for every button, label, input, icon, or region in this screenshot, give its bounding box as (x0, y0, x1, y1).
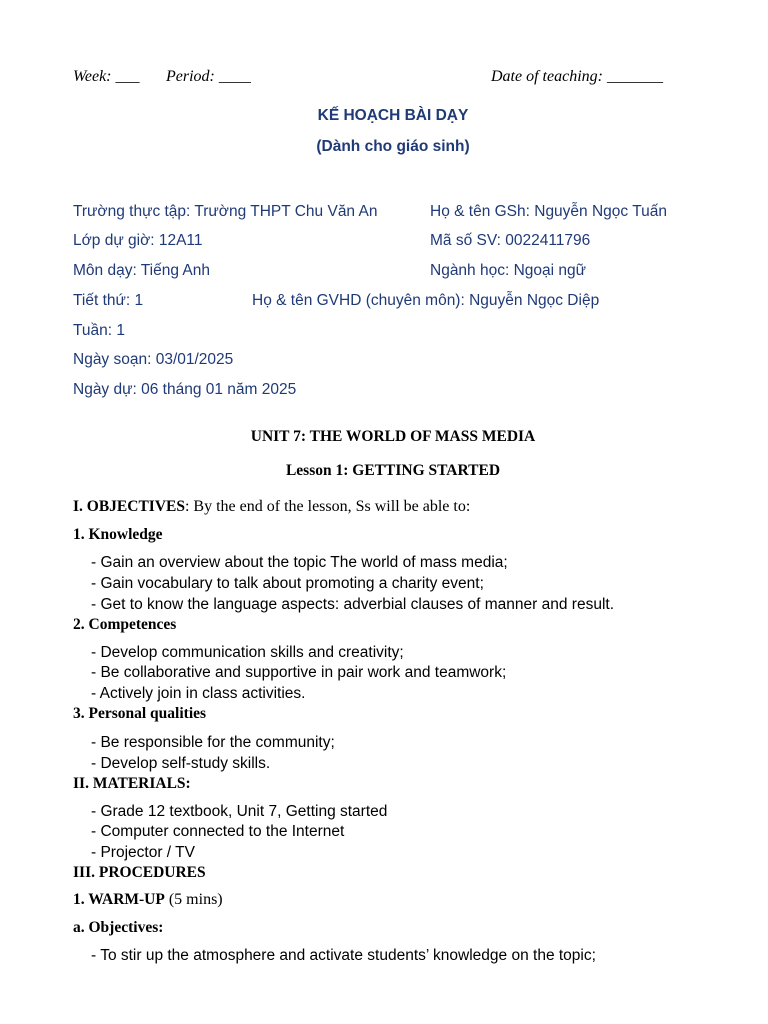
warmup-heading: 1. WARM-UP (73, 891, 165, 908)
teaching-date: Ngày dự: 06 tháng 01 năm 2025 (73, 381, 297, 398)
list-item: - Grade 12 textbook, Unit 7, Getting started (91, 803, 388, 820)
list-item: - Actively join in class activities. (91, 685, 306, 702)
internship-school: Trường thực tập: Trường THPT Chu Văn An (73, 203, 378, 220)
list-item: - Develop self-study skills. (91, 755, 271, 772)
observed-class: Lớp dự giờ: 12A11 (73, 232, 203, 249)
warmup-objectives-heading: a. Objectives: (73, 919, 164, 936)
warmup-duration: (5 mins) (164, 891, 223, 908)
materials-heading: II. MATERIALS: (73, 775, 191, 792)
list-item: - Computer connected to the Internet (91, 823, 345, 840)
period-field: Period: ____ (166, 68, 251, 85)
knowledge-heading: 1. Knowledge (73, 526, 163, 543)
list-item: - Gain an overview about the topic The world of mass media; (91, 554, 508, 571)
objectives-intro: : By the end of the lesson, Ss will be able to: (184, 498, 471, 515)
lesson-title: Lesson 1: GETTING STARTED (285, 462, 501, 479)
list-item: - To stir up the atmosphere and activate students’ knowledge on the topic; (91, 947, 596, 964)
preparation-date: Ngày soạn: 03/01/2025 (73, 351, 234, 368)
list-item: - Be collaborative and supportive in pair work and teamwork; (91, 664, 507, 681)
week-field: Week: ___ (73, 68, 140, 85)
subject: Môn dạy: Tiếng Anh (73, 262, 211, 279)
list-item: - Projector / TV (91, 844, 195, 861)
document-title: KẾ HOẠCH BÀI DẠY (317, 107, 469, 124)
student-id: Mã số SV: 0022411796 (430, 232, 591, 249)
supervisor-name: Họ & tên GVHD (chuyên môn): Nguyễn Ngọc Diệp (252, 292, 600, 309)
major: Ngành học: Ngoại ngữ (430, 262, 587, 279)
warmup-line (73, 891, 223, 909)
personal-qualities-heading: 3. Personal qualities (73, 705, 207, 722)
objectives-line (73, 498, 470, 516)
objectives-heading: I. OBJECTIVES (73, 498, 185, 515)
competences-heading: 2. Competences (73, 616, 177, 633)
document-subtitle: (Dành cho giáo sinh) (316, 138, 470, 155)
period-number: Tiết thứ: 1 (73, 292, 144, 309)
week-number: Tuần: 1 (73, 322, 125, 339)
list-item: - Gain vocabulary to talk about promoting a charity event; (91, 575, 484, 592)
list-item: - Develop communication skills and creativity; (91, 644, 404, 661)
unit-title: UNIT 7: THE WORLD OF MASS MEDIA (250, 428, 536, 445)
date-of-teaching-field: Date of teaching: _______ (491, 68, 663, 85)
procedures-heading: III. PROCEDURES (73, 864, 206, 881)
list-item: - Get to know the language aspects: adverbial clauses of manner and result. (91, 596, 614, 613)
list-item: - Be responsible for the community; (91, 734, 335, 751)
student-teacher-name: Họ & tên GSh: Nguyễn Ngọc Tuấn (430, 203, 667, 220)
